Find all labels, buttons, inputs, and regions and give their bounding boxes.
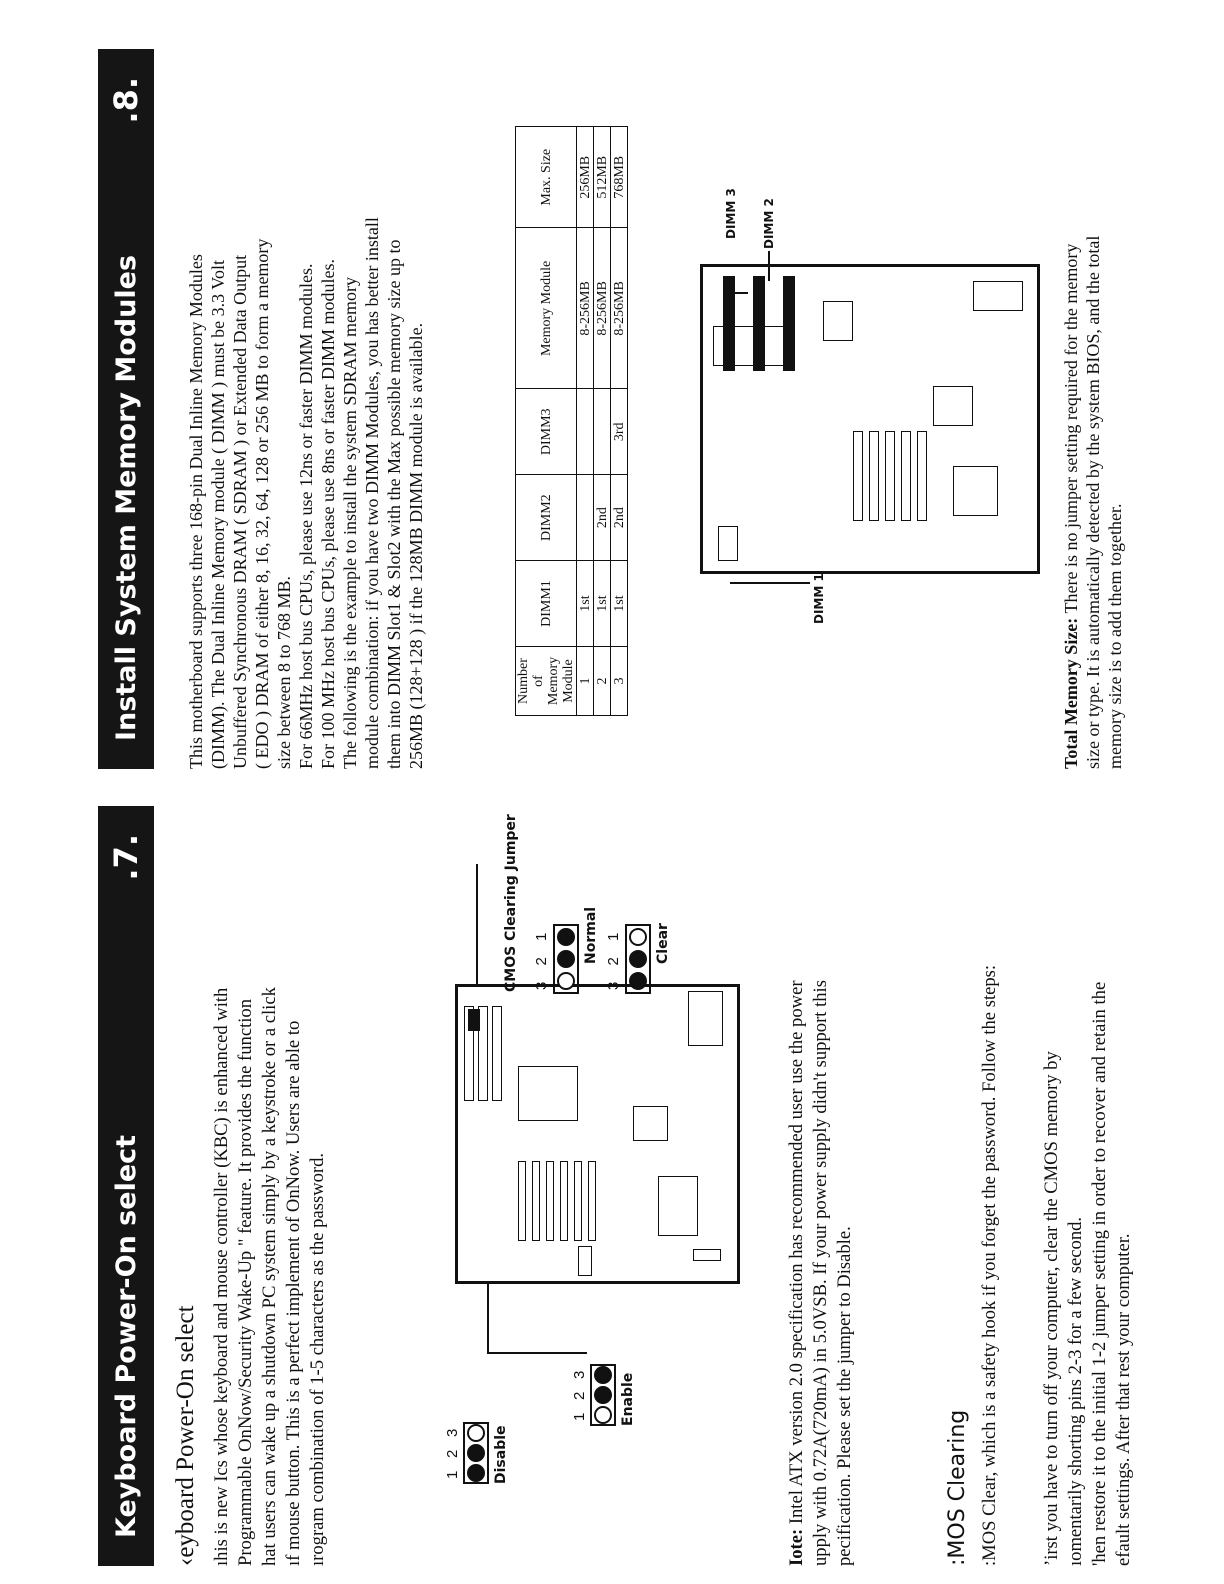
table-header: Max. Size (516, 127, 577, 228)
paragraph-line: size between 8 to 768 MB. (274, 576, 294, 769)
paragraph-line: This motherboard supports three 168-pin Dual Inline Memory Modules (186, 254, 206, 769)
section-8-banner (98, 49, 154, 769)
leader-line-cmos (476, 864, 478, 984)
table-header: DIMM3 (516, 389, 577, 475)
table-cell: 1st (594, 561, 611, 647)
memory-config-table (515, 126, 628, 716)
pin-number: 3 (571, 1370, 588, 1379)
table-cell: 768MB (611, 127, 628, 228)
table-cell: 1 (577, 647, 594, 716)
paragraph-line: Unbuffered Synchronous DRAM ( SDRAM ) or Extended Data Output (230, 254, 250, 769)
cmos-clearing-heading: :MOS Clearing (945, 1409, 970, 1566)
table-cell: 256MB (577, 127, 594, 228)
total-text: There is no jumper setting required for the memory (1061, 243, 1081, 618)
table-header-row (516, 127, 577, 716)
table-header: Number of Memory Module (516, 647, 577, 716)
note-line (785, 980, 809, 1566)
paragraph-line: module combination: if you have two DIMM Modules, you has better install (362, 217, 382, 769)
pin-3-open (467, 1424, 485, 1442)
paragraph-line: 256MB (128+128 ) if the 128MB DIMM module is available. (406, 322, 426, 769)
paragraph-line: For 66MHz host bus CPUs, please use 12ns or faster DIMM modules. (296, 263, 316, 769)
pin-number: 2 (444, 1449, 461, 1458)
total-line: memory size is to add them together. (1105, 503, 1125, 769)
cmos-clearing-intro: :MOS Clear, which is a safety hook if you forget the password. Follow the steps: (979, 964, 1000, 1566)
table-cell (577, 475, 594, 561)
pin-2-filled (467, 1444, 485, 1462)
note-line: upply with 0.72A(720mA) in 5.0VSB. If your power supply didn't support this (810, 980, 831, 1566)
table-cell: 512MB (594, 127, 611, 228)
pin-1-filled (557, 928, 575, 946)
table-row (594, 127, 611, 716)
normal-label: Normal (583, 906, 599, 964)
table-cell: 8-256MB (577, 228, 594, 389)
cmos-clearing-steps (1040, 982, 1136, 1566)
table-row (577, 127, 594, 716)
paragraph-line: hat users can wake up a shutdown PC system simply by a keystroke or a click (259, 987, 280, 1566)
section-8-number: .8. (107, 77, 145, 124)
table-header: DIMM1 (516, 561, 577, 647)
motherboard-diagram-right (700, 264, 1040, 574)
keyboard-power-on-paragraph (210, 987, 330, 1566)
total-line (1060, 236, 1082, 769)
section-7-title: Keyboard Power-On select (110, 1134, 142, 1538)
table-cell: 2nd (594, 475, 611, 561)
pin-2-filled (629, 950, 647, 968)
leader-line-dimm3 (726, 292, 748, 294)
atx-note (785, 980, 857, 1566)
table-cell: 3rd (611, 389, 628, 475)
pin-3-open (557, 972, 575, 990)
cmos-jumper-title: CMOS Clearing Jumper (503, 814, 519, 992)
paragraph-line: ıf mouse button. This is a perfect implement of OnNow. Users are able to (283, 1020, 304, 1566)
table-cell: 1st (577, 561, 594, 647)
pin-numbers: 3 2 1 (605, 926, 622, 990)
step-line: ’irst you have to turn off your computer, clear the CMOS memory by (1041, 1051, 1062, 1566)
table-cell: 2nd (611, 475, 628, 561)
pin-number: 2 (571, 1391, 588, 1400)
enable-label: Enable (620, 1372, 636, 1426)
paragraph-line: ırogram combination of 1-5 characters as the password. (307, 1152, 328, 1566)
dimm3-label: DIMM 3 (724, 188, 738, 239)
kbc-jumper-enable (572, 1326, 672, 1426)
leader-line-kbc (487, 1352, 587, 1354)
paragraph-line: them into DIMM Slot1 & Slot2 with the Max possible memory size up to (384, 239, 404, 769)
table-header: DIMM2 (516, 475, 577, 561)
paragraph-line: (DIMM). The Dual Inline Memory module ( DIMM ) must be 3.3 Volt (208, 260, 228, 769)
table-cell: 8-256MB (594, 228, 611, 389)
disable-label: Disable (493, 1425, 509, 1484)
note-text: Intel ATX version 2.0 specification has recommended user use the power (786, 980, 807, 1529)
dimm1-label: DIMM 1 (812, 573, 826, 624)
table-header: Memory Module (516, 228, 577, 389)
pin-number: 3 (444, 1428, 461, 1437)
dimm2-label: DIMM 2 (762, 198, 776, 249)
table-cell: 3 (611, 647, 628, 716)
section-7-banner (98, 806, 154, 1566)
table-row (611, 127, 628, 716)
leader-line-dimm2 (768, 251, 770, 281)
section-8-title: Install System Memory Modules (110, 254, 142, 741)
clear-label: Clear (655, 923, 671, 964)
step-line: 'hen restore it to the initial 1-2 jumper setting in order to recover and retain the (1089, 981, 1110, 1566)
table-cell: 8-256MB (611, 228, 628, 389)
total-label: Total Memory Size: (1061, 617, 1081, 769)
total-line: size or type. It is automatically detected by the system BIOS, and the total (1083, 235, 1103, 769)
total-memory-size (1060, 236, 1126, 769)
pin-1-open (594, 1406, 612, 1424)
paragraph-line: The following is the example to install the system SDRAM memory (340, 277, 360, 769)
pin-1-filled (467, 1464, 485, 1482)
pin-numbers: 3 2 1 (533, 926, 550, 990)
paragraph-line: ( EDO ) DRAM of either 8, 16, 32, 64, 128 or 256 MB to form a memory (252, 238, 272, 769)
step-line: efault settings. After that rest your computer. (1113, 1233, 1134, 1566)
paragraph-line: ıhis is new Ics whose keyboard and mouse controller (KBC) is enhanced with (211, 987, 232, 1566)
note-line: pecification. Please set the jumper to Disable. (834, 1226, 855, 1566)
pin-3-filled (629, 972, 647, 990)
section-7-number: .7. (107, 834, 145, 881)
paragraph-line: Programmable OnNow/Security Wake-Up " feature. It provides the function (235, 998, 256, 1566)
pin-2-filled (594, 1386, 612, 1404)
leader-line-dimm1 (730, 582, 810, 584)
pin-1-open (629, 928, 647, 946)
pin-number: 1 (444, 1470, 461, 1479)
leader-line-kbc-horizontal (487, 1284, 489, 1354)
step-line: ıomentarily shorting pins 2-3 for a few second. (1065, 1216, 1086, 1566)
table-cell (577, 389, 594, 475)
paragraph-line: For 100 MHz host bus CPUs, please use 8ns or faster DIMM modules. (318, 259, 338, 769)
pin-number: 1 (571, 1412, 588, 1421)
pin-3-filled (594, 1366, 612, 1384)
table-cell (594, 389, 611, 475)
table-cell: 2 (594, 647, 611, 716)
keyboard-power-on-heading: ‹eyboard Power-On select (172, 1305, 199, 1566)
table-cell: 1st (611, 561, 628, 647)
kbc-jumper-disable (445, 1384, 575, 1484)
pin-2-filled (557, 950, 575, 968)
motherboard-diagram-left (455, 984, 740, 1284)
note-label: Ιote: (786, 1528, 807, 1566)
memory-paragraph (185, 217, 427, 769)
cmos-clearing-jumper (505, 794, 725, 994)
